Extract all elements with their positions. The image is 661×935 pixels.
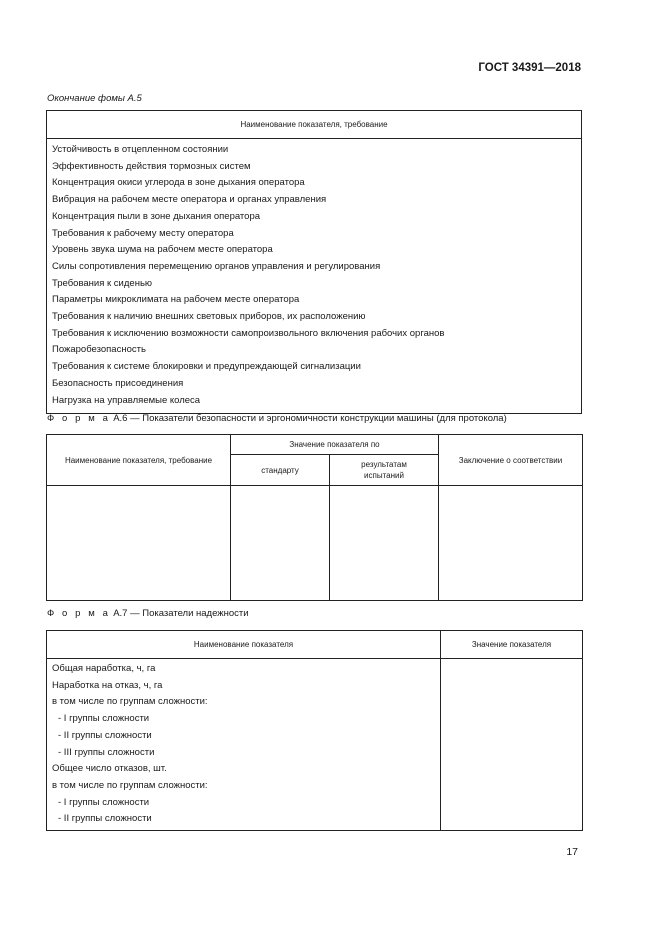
list-item: Концентрация пыли в зоне дыхания оператора (52, 210, 261, 222)
form-a5-items (47, 139, 582, 414)
form-a7-caption-text: А.7 — Показатели надежности (113, 608, 249, 619)
form-a5-caption: Окончание фомы А.5 (47, 93, 142, 104)
list-item: Общее число отказов, шт. (52, 763, 167, 775)
list-item: - III группы сложности (58, 746, 155, 758)
form-a7-items (47, 659, 441, 831)
form-a6-col-value-group: Значение показателя по (231, 435, 439, 455)
list-item: Устойчивость в отцепленном состоянии (52, 144, 229, 155)
list-item: Концентрация окиси углерода в зоне дыхания оператора (52, 177, 305, 189)
list-item: Безопасность присоединения (52, 377, 184, 389)
form-a6-caption (47, 413, 507, 424)
form-a6-col-name: Наименование показателя, требование (47, 435, 231, 486)
list-item: Эффективность действия тормозных систем (52, 160, 251, 172)
list-item: Требования к исключению возможности самопроизвольного включения рабочих органов (52, 327, 445, 339)
list-item: Уровень звука шума на рабочем месте оператора (52, 244, 273, 256)
list-item: Вибрация на рабочем месте оператора и органах управления (52, 194, 327, 206)
form-a7-caption (47, 608, 249, 619)
form-a6-caption-text: А.6 — Показатели безопасности и эргономичности конструкции машины (для протокола) (113, 413, 507, 424)
list-item: Требования к рабочему месту оператора (52, 227, 234, 239)
list-item: Требования к системе блокировки и предупреждающей сигнализации (52, 361, 361, 373)
list-item: Нагрузка на управляемые колеса (52, 394, 201, 406)
form-a6-col-standard: стандарту (231, 455, 330, 486)
list-item: Наработка на отказ, ч, га (52, 679, 163, 691)
form-a6-empty-cell (47, 486, 231, 601)
form-a6-col-conclusion: Заключение о соответствии (439, 435, 583, 486)
list-item: - II группы сложности (58, 729, 152, 741)
form-a6-table (46, 434, 583, 601)
form-a5-table (46, 110, 582, 414)
form-a6-empty-cell (330, 486, 439, 601)
list-item: Параметры микроклимата на рабочем месте оператора (52, 294, 300, 306)
form-a7-col-name: Наименование показателя (47, 631, 441, 659)
list-item: Пожаробезопасность (52, 344, 146, 356)
list-item: Общая наработка, ч, га (52, 663, 156, 674)
list-item: Силы сопротивления перемещению органов управления и регулирования (52, 260, 381, 272)
form-a6-empty-cell (439, 486, 583, 601)
form-a7-caption-prefix: Ф о р м а (47, 608, 111, 619)
form-a5-column-header: Наименование показателя, требование (47, 111, 582, 139)
form-a7-col-value: Значение показателя (441, 631, 583, 659)
document-id: ГОСТ 34391—2018 (478, 62, 581, 74)
list-item: Требования к наличию внешних световых приборов, их расположению (52, 311, 366, 323)
form-a7-value-cell (441, 659, 583, 831)
form-a6-col-results: результатам испытаний (330, 455, 439, 486)
form-a6-caption-prefix: Ф о р м а (47, 413, 111, 424)
form-a7-table (46, 630, 583, 831)
list-item: - II группы сложности (58, 813, 152, 825)
form-a6-empty-cell (231, 486, 330, 601)
list-item: в том числе по группам сложности: (52, 779, 208, 791)
list-item: Требования к сиденью (52, 277, 153, 289)
page-number: 17 (566, 846, 578, 858)
list-item: - I группы сложности (58, 796, 150, 808)
list-item: в том числе по группам сложности: (52, 696, 208, 708)
list-item: - I группы сложности (58, 713, 150, 725)
